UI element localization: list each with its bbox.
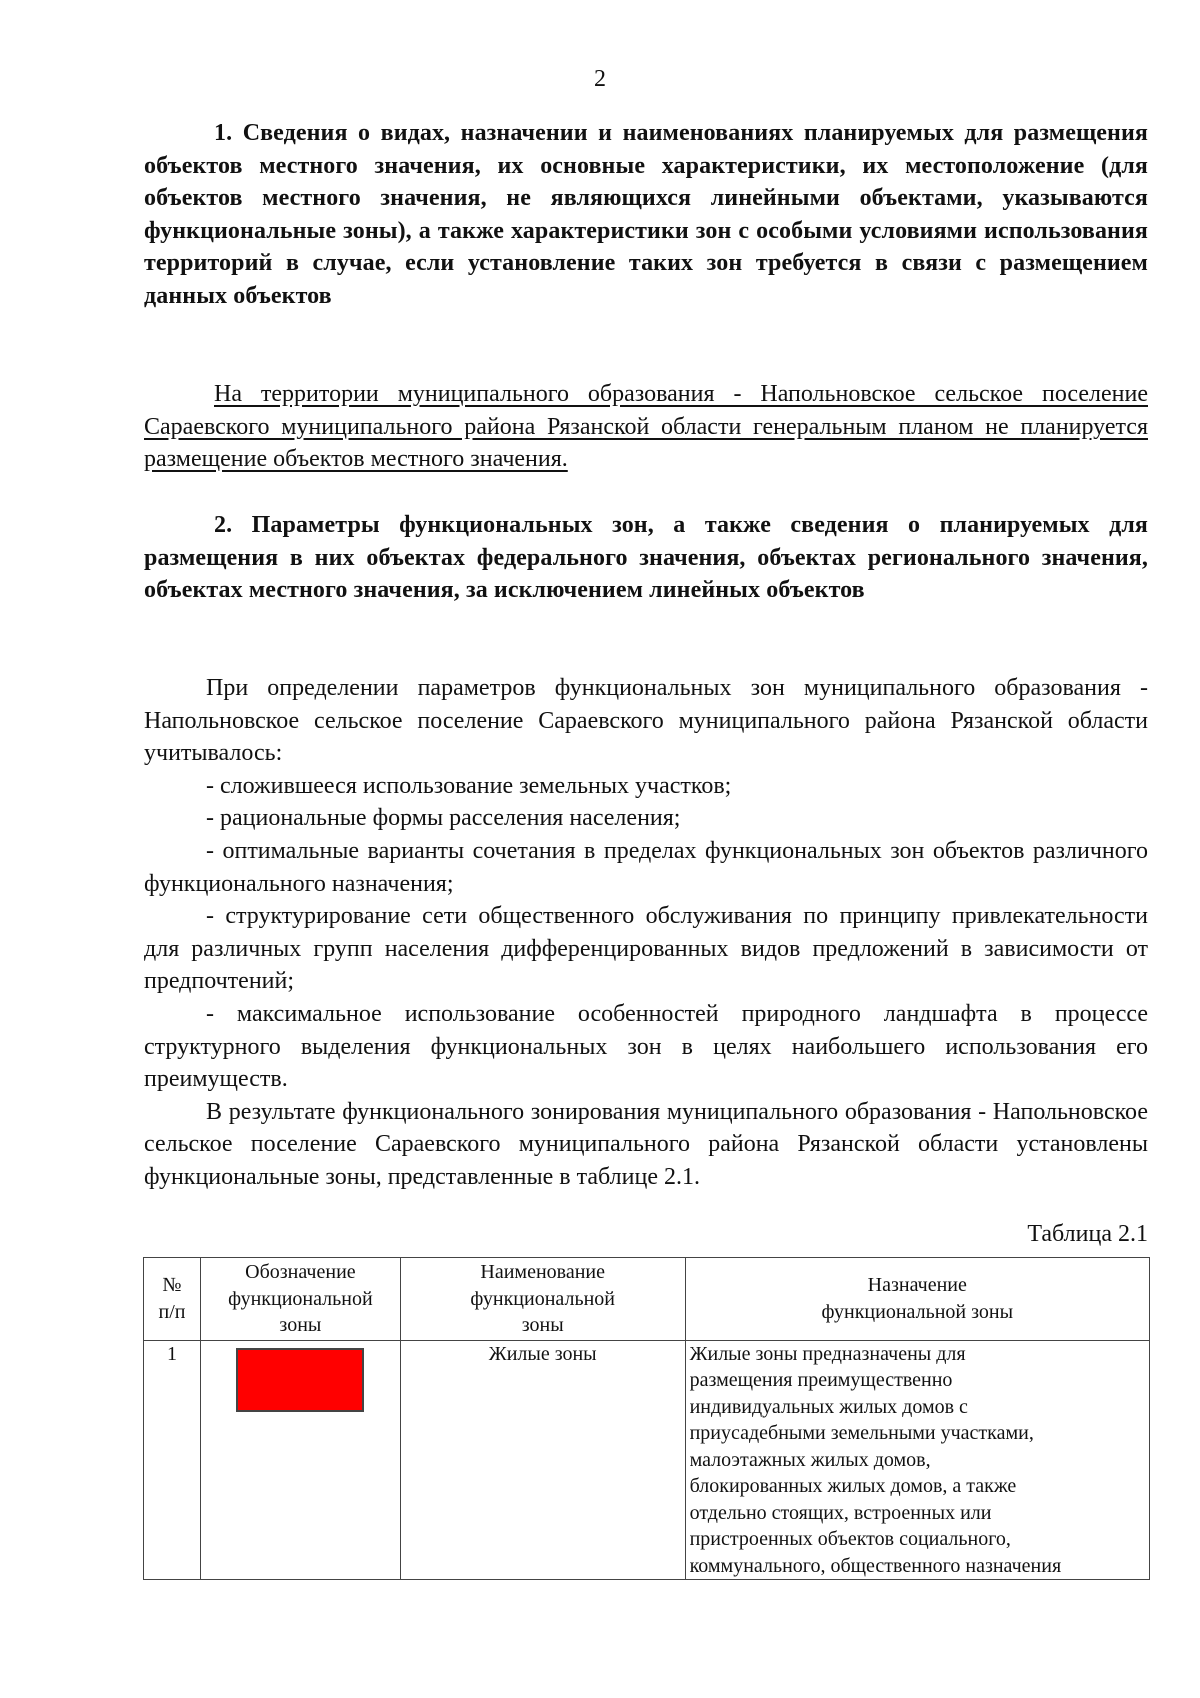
section2-result: В результате функционального зонирования муниципального образования - Напольновское сельское поселение Сараевского муниципального района Рязанской области установлены функциональные зоны, представленные в таблице 2.1.	[144, 1098, 1148, 1190]
header-number: № п/п	[144, 1258, 201, 1341]
section1-heading: 1. Сведения о видах, назначении и наименованиях планируемых для размещения объектов местного значения, их основные характеристики, их местоположение (для объектов местного значения, не являющихся линейными объектами, указываются функциональные зоны), а также характеристики зон с особыми условиями использования территорий в случае, если установление таких зон требуется в связи с размещением данных объектов	[144, 120, 1148, 309]
section2-intro: При определении параметров функциональных зон муниципального образования - Напольновское сельское поселение Сараевского муниципального района Рязанской области учитывалось:	[144, 675, 1148, 767]
list-item: - оптимальные варианты сочетания в пределах функциональных зон объектов различного функционального назначения;	[144, 837, 1148, 897]
zone-color-swatch	[236, 1348, 364, 1412]
list-item: - сложившееся использование земельных участков;	[206, 772, 732, 799]
zones-table	[143, 1257, 1150, 1580]
zone-purpose: Жилые зоны предназначены для размещения преимущественно индивидуальных жилых домов с приусадебными земельными участками, малоэтажных жилых домов, блокированных жилых домов, а также отдельно стоящих, встроенных или пристроенных объектов социального, коммунального, общественного назначения	[685, 1340, 1149, 1580]
table-header-row	[144, 1258, 1150, 1341]
page-number: 2	[594, 66, 606, 92]
list-item: - рациональные формы расселения населения;	[206, 805, 681, 832]
row-number: 1	[144, 1340, 201, 1580]
header-name: Наименование функциональной зоны	[400, 1258, 685, 1341]
zone-designation-cell	[200, 1340, 400, 1580]
table-caption: Таблица 2.1	[1027, 1221, 1148, 1247]
list-item: - максимальное использование особенностей природного ландшафта в процессе структурного выделения функциональных зон в целях наибольшего использования его преимуществ.	[144, 1000, 1148, 1093]
zone-name: Жилые зоны	[400, 1340, 685, 1580]
section1-text: На территории муниципального образования - Напольновское сельское поселение Сараевского муниципального района Рязанской области генеральным планом не планируется размещение объектов местного значения.	[144, 381, 1148, 473]
section2-body	[144, 672, 1148, 1194]
header-designation: Обозначение функциональной зоны	[200, 1258, 400, 1341]
table-row	[144, 1340, 1150, 1580]
section2-heading: 2. Параметры функциональных зон, а также сведения о планируемых для размещения в них объектах федерального значения, объектах регионального значения, объектах местного значения, за исключением линейных объектов	[144, 512, 1148, 604]
list-item: - структурирование сети общественного обслуживания по принципу привлекательности для различных групп населения дифференцированных видов предложений в зависимости от предпочтений;	[144, 903, 1148, 995]
header-purpose: Назначение функциональной зоны	[685, 1258, 1149, 1341]
